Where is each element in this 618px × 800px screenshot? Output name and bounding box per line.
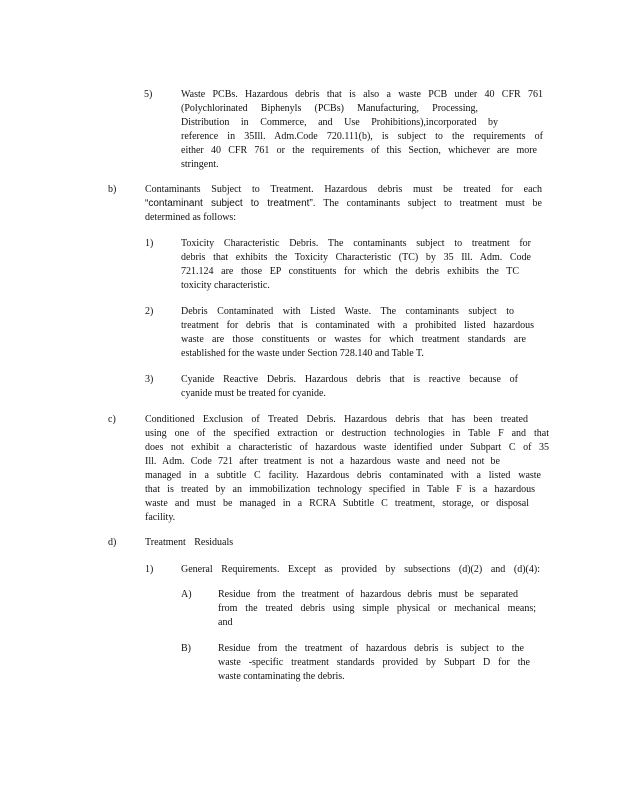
text-line: that is treated by an immobilization technology specified in Table F is a hazardous bbox=[145, 484, 535, 495]
item-label-b1: 1) bbox=[145, 238, 154, 249]
text-line: Residue from the treatment of hazardous debris is subject to the bbox=[218, 643, 524, 654]
text-line: waste and must be managed in a RCRA Subtitle C treatment, storage, or disposal bbox=[145, 498, 529, 509]
text-line bbox=[145, 197, 542, 211]
paragraph-conditioned-exclusion bbox=[145, 413, 549, 525]
paragraph-residue-subject bbox=[218, 642, 530, 684]
text-line: toxicity characteristic. bbox=[181, 280, 270, 291]
paragraph-residue-separated bbox=[218, 588, 536, 630]
text-line: facility. bbox=[145, 512, 176, 523]
item-label-d1: 1) bbox=[145, 564, 154, 575]
text-line: cyanide must be treated for cyanide. bbox=[181, 388, 326, 399]
heading-treatment-residuals bbox=[145, 536, 345, 550]
text-line: treatment for debris that is contaminated with a prohibited listed hazardous bbox=[181, 320, 534, 331]
text-line: Contaminants Subject to Treatment. Hazardous debris must be treated for each bbox=[145, 184, 542, 195]
paragraph-toxicity-debris bbox=[181, 237, 531, 293]
item-label-5: 5) bbox=[144, 89, 153, 100]
item-label-b: b) bbox=[108, 184, 117, 195]
text-fragment: The contaminants subject to treatment must be bbox=[323, 198, 542, 209]
text-line: Debris Contaminated with Listed Waste. The contaminants subject to bbox=[181, 306, 514, 317]
text-line: waste are those constituents or wastes for which treatment standards are bbox=[181, 334, 526, 345]
text-line: 721.124 are those EP constituents for which the debris exhibits the TC bbox=[181, 266, 519, 277]
item-label-b3: 3) bbox=[145, 374, 154, 385]
text-line: Treatment Residuals bbox=[145, 537, 234, 548]
text-line: Residue from the treatment of hazardous debris must be separated bbox=[218, 589, 518, 600]
text-line: waste contaminating the debris. bbox=[218, 671, 345, 682]
text-line: Distribution in Commerce, and Use Prohibitions),incorporated by bbox=[181, 117, 498, 128]
paragraph-waste-pcbs bbox=[181, 88, 543, 172]
item-label-d: d) bbox=[108, 537, 117, 548]
text-line: Waste PCBs. Hazardous debris that is also a waste PCB under 40 CFR 761 bbox=[181, 89, 543, 100]
text-line: debris that exhibits the Toxicity Characteristic (TC) by 35 Ill. Adm. Code bbox=[181, 252, 531, 263]
text-line: reference in 35Ill. Adm.Code 720.111(b), is subject to the requirements of bbox=[181, 131, 543, 142]
text-line: determined as follows: bbox=[145, 212, 237, 223]
text-line: Toxicity Characteristic Debris. The contaminants subject to treatment for bbox=[181, 238, 531, 249]
text-line: waste -specific treatment standards provided by Subpart D for the bbox=[218, 657, 530, 668]
text-line: does not exhibit a characteristic of hazardous waste identified under Subpart C of 35 bbox=[145, 442, 549, 453]
text-line: established for the waste under Section 728.140 and Table T. bbox=[181, 348, 424, 359]
item-label-B: B) bbox=[181, 643, 191, 654]
paragraph-cyanide-debris bbox=[181, 373, 518, 401]
paragraph-general-requirements bbox=[181, 563, 540, 577]
text-line: Cyanide Reactive Debris. Hazardous debris that is reactive because of bbox=[181, 374, 518, 385]
paragraph-contaminants-subject bbox=[145, 183, 542, 225]
text-line: (Polychlorinated Biphenyls (PCBs) Manufacturing, Processing, bbox=[181, 103, 478, 114]
emphasized-term: “contaminant subject to treatment”. bbox=[145, 198, 316, 209]
text-line: General Requirements. Except as provided by subsections (d)(2) and (d)(4): bbox=[181, 564, 540, 575]
item-label-c: c) bbox=[108, 414, 116, 425]
item-label-A: A) bbox=[181, 589, 192, 600]
text-line: stringent. bbox=[181, 159, 219, 170]
text-line: either 40 CFR 761 or the requirements of this Section, whichever are more bbox=[181, 145, 537, 156]
text-line: from the treated debris using simple physical or mechanical means; bbox=[218, 603, 536, 614]
text-line: Ill. Adm. Code 721 after treatment is not a hazardous waste and need not be bbox=[145, 456, 500, 467]
text-line: Conditioned Exclusion of Treated Debris. Hazardous debris that has been treated bbox=[145, 414, 528, 425]
paragraph-listed-waste-debris bbox=[181, 305, 534, 361]
item-label-b2: 2) bbox=[145, 306, 154, 317]
text-line: and bbox=[218, 617, 233, 628]
text-line: using one of the specified extraction or destruction technologies in Table F and that bbox=[145, 428, 549, 439]
text-line: managed in a subtitle C facility. Hazardous debris contaminated with a listed waste bbox=[145, 470, 541, 481]
